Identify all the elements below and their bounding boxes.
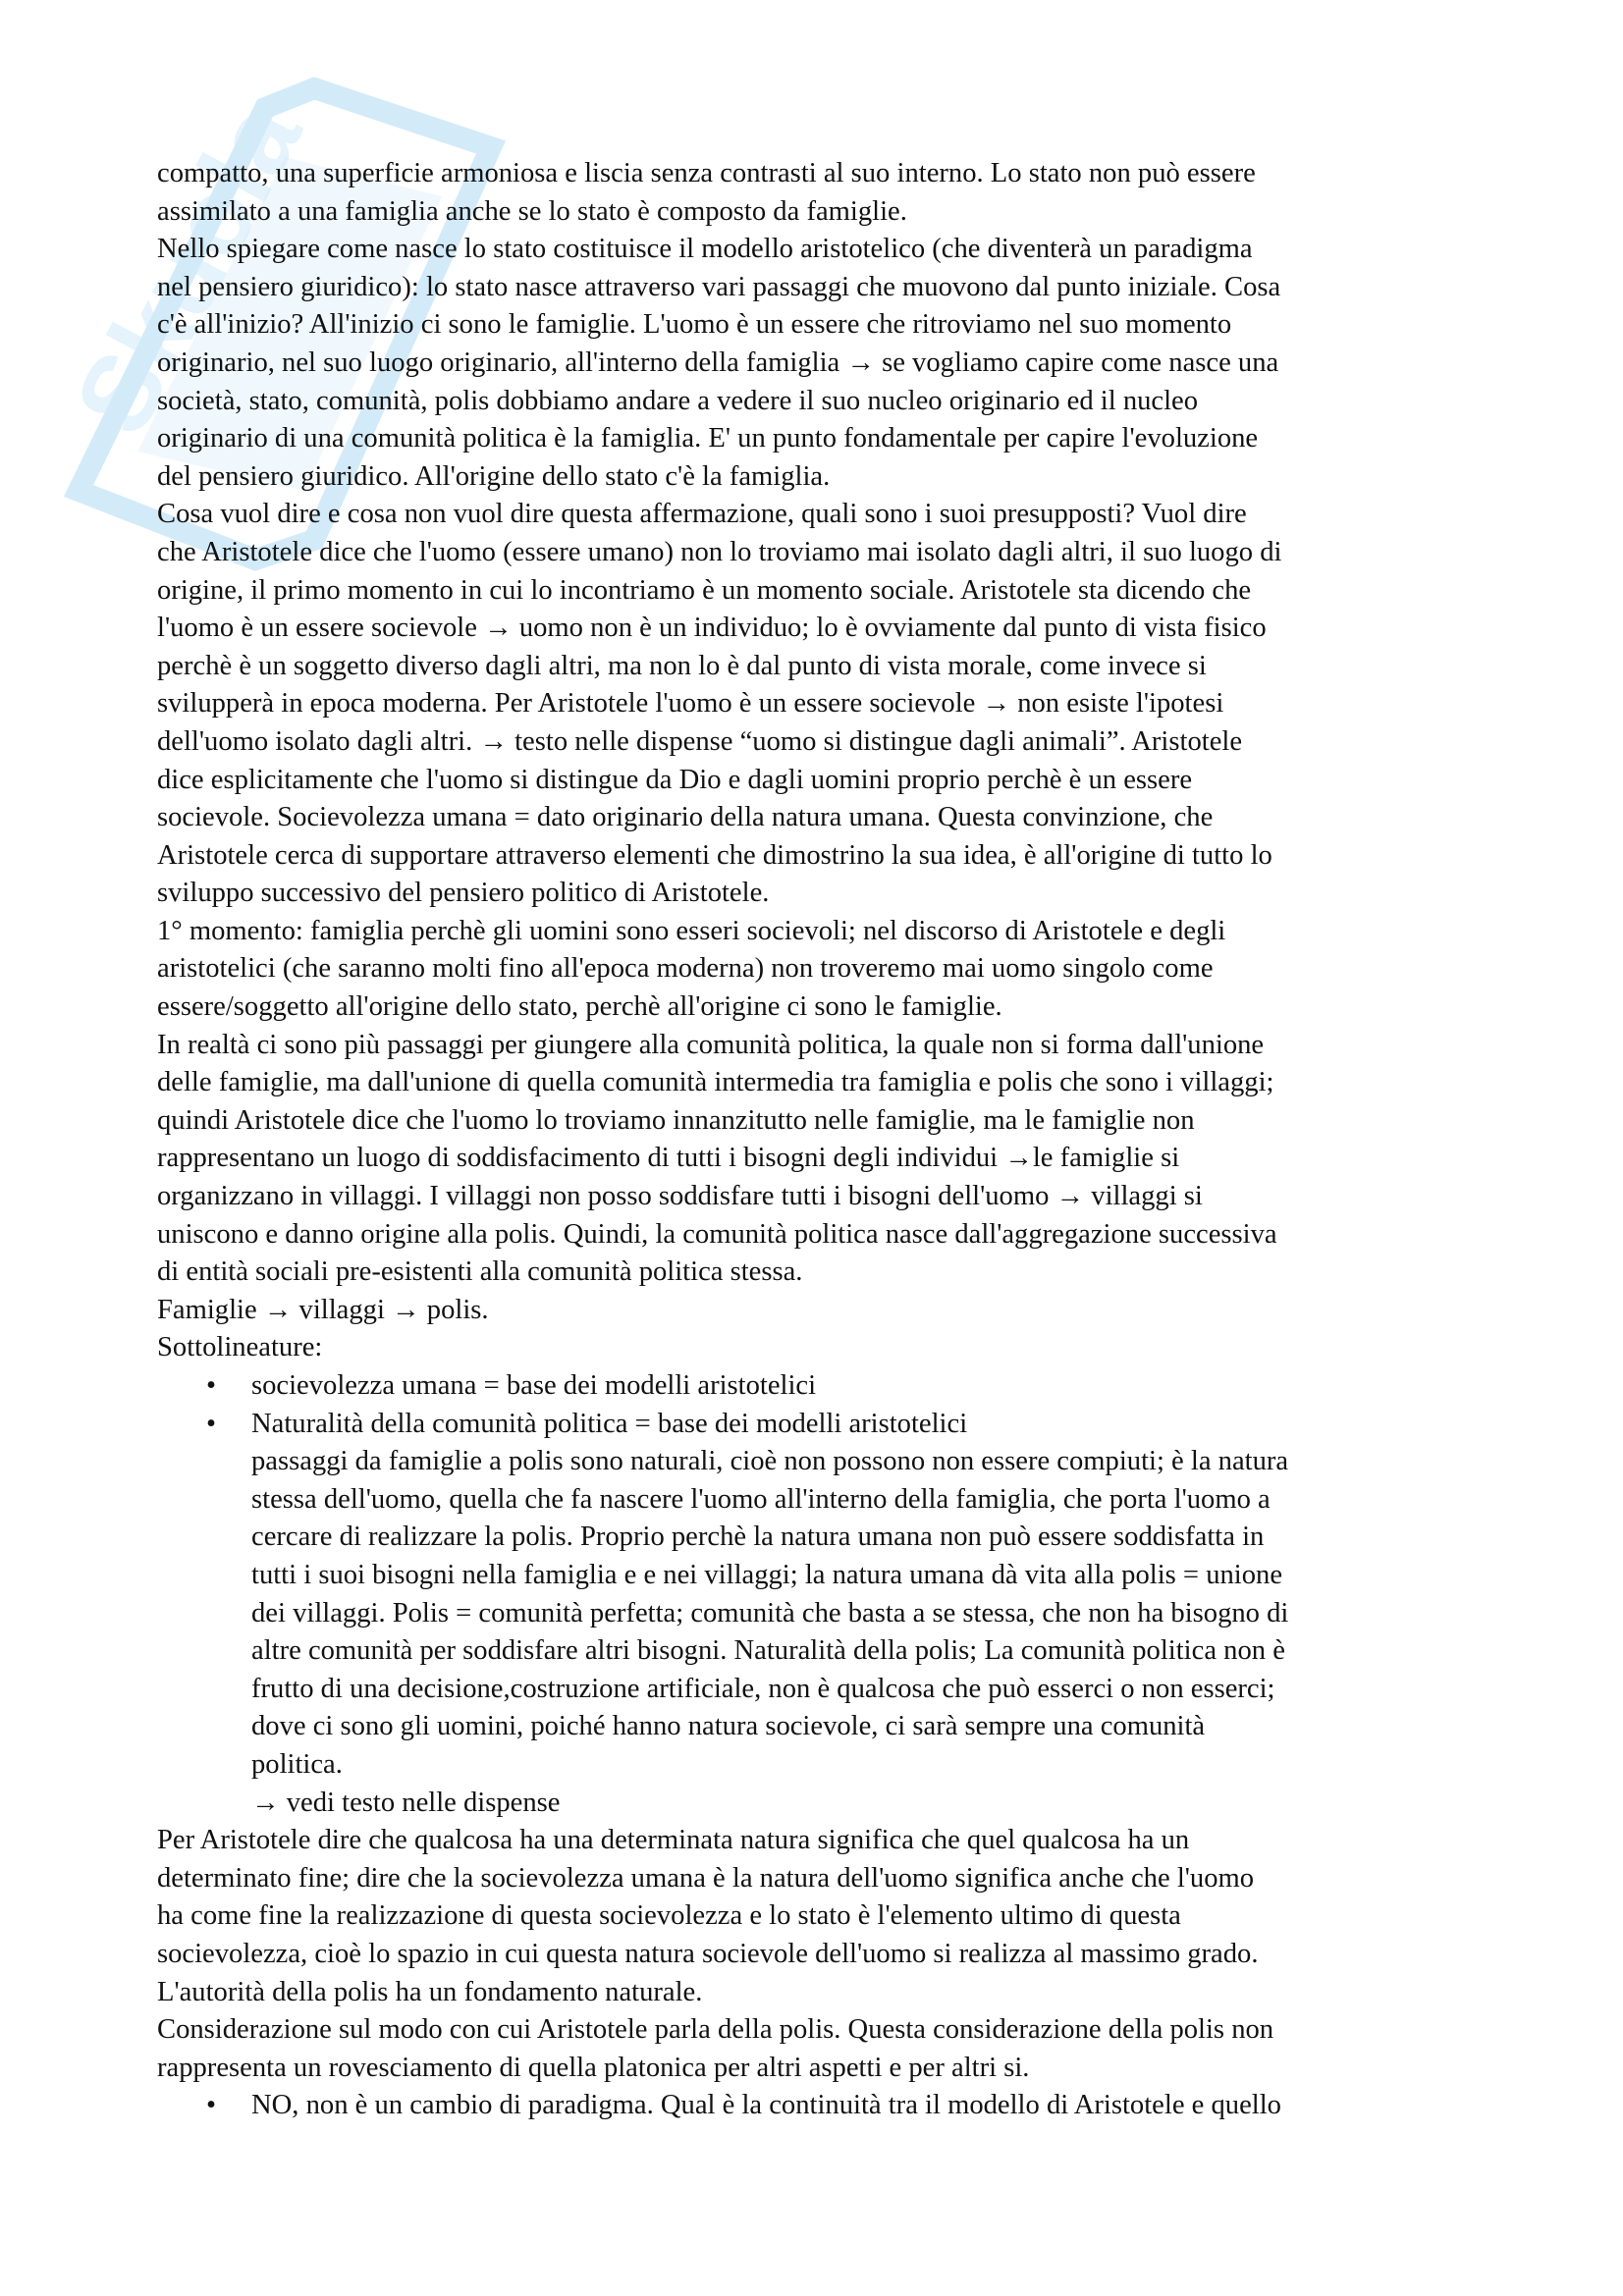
bullet-sub-line: cercare di realizzare la polis. Proprio perchè la natura umana non può essere soddisfatta in: [251, 1522, 1265, 1553]
text-line: organizzano in villaggi. I villaggi non posso soddisfare tutti i bisogni dell'uomo → villaggi si: [157, 1181, 1203, 1212]
text-line: L'autorità della polis ha un fondamento naturale.: [157, 1976, 703, 2007]
bullet-sub-line: stessa dell'uomo, quella che fa nascere l'uomo all'interno della famiglia, che porta l'uomo a: [251, 1483, 1271, 1515]
text-line: Aristotele cerca di supportare attraverso elementi che dimostrino la sua idea, è all'origine di tutto lo: [157, 839, 1272, 871]
text-line: quindi Aristotele dice che l'uomo lo troviamo innanzitutto nelle famiglie, ma le famiglie non: [157, 1104, 1195, 1136]
text-line: Famiglie → villaggi → polis.: [157, 1294, 489, 1325]
document-body: [157, 155, 1483, 2125]
text-line: che Aristotele dice che l'uomo (essere umano) non lo troviamo mai isolato dagli altri, il suo luogo di: [157, 536, 1282, 567]
text-line: dice esplicitamente che l'uomo si distingue da Dio e dagli uomini proprio perchè è un essere: [157, 764, 1193, 795]
bullet-sub-line: tutti i suoi bisogni nella famiglia e e nei villaggi; la natura umana dà vita alla polis = unione: [251, 1559, 1283, 1590]
text-block-after: [157, 1822, 1483, 2087]
text-line: Cosa vuol dire e cosa non vuol dire questa affermazione, quali sono i suoi presupposti? Vuol dire: [157, 499, 1247, 530]
text-line: assimilato a una famiglia anche se lo stato è composto da famiglie.: [157, 195, 907, 227]
bullet-text: socievolezza umana = base dei modelli aristotelici: [251, 1370, 817, 1401]
bullet-text: Naturalità della comunità politica = base dei modelli aristotelici: [251, 1408, 968, 1439]
text-line: rappresenta un rovesciamento di quella platonica per altri aspetti e per altri si.: [157, 2052, 1030, 2083]
text-line: sviluppo successivo del pensiero politico di Aristotele.: [157, 878, 770, 909]
text-line: di entità sociali pre-esistenti alla comunità politica stessa.: [157, 1256, 803, 1288]
text-line: dell'uomo isolato dagli altri. → testo nelle dispense “uomo si distingue dagli animali”. Aristotele: [157, 725, 1243, 757]
text-line: perchè è un soggetto diverso dagli altri, ma non lo è dal punto di vista morale, come invece si: [157, 650, 1207, 681]
bullet-icon: •: [206, 1408, 217, 1439]
bullet-sub-line: politica.: [251, 1748, 343, 1780]
text-line: socievolezza, cioè lo spazio in cui questa natura socievole dell'uomo si realizza al massimo grado.: [157, 1938, 1259, 1969]
text-line: 1° momento: famiglia perchè gli uomini sono esseri socievoli; nel discorso di Aristotele e degli: [157, 915, 1226, 946]
bullet-sub-line: altre comunità per soddisfare altri bisogni. Naturalità della polis; La comunità politica non è: [251, 1635, 1285, 1667]
text-line: aristotelici (che saranno molti fino all'epoca moderna) non troveremo mai uomo singolo come: [157, 953, 1214, 985]
bullet-sub-line: passaggi da famiglie a polis sono naturali, cioè non possono non essere compiuti; è la natura: [251, 1446, 1289, 1477]
text-block-main: [157, 155, 1483, 1367]
text-line: socievole. Socievolezza umana = dato originario della natura umana. Questa convinzione, che: [157, 802, 1214, 833]
text-line: compatto, una superficie armoniosa e liscia senza contrasti al suo interno. Lo stato non può essere: [157, 158, 1256, 188]
bullet-icon: •: [206, 2090, 217, 2121]
text-line: delle famiglie, ma dall'unione di quella comunità intermedia tra famiglia e polis che sono i villaggi;: [157, 1067, 1274, 1098]
text-line: Considerazione sul modo con cui Aristotele parla della polis. Questa considerazione della polis non: [157, 2014, 1274, 2046]
text-line: Per Aristotele dire che qualcosa ha una determinata natura significa che quel qualcosa ha un: [157, 1825, 1190, 1856]
text-line: originario, nel suo luogo originario, all'interno della famiglia → se vogliamo capire come nasce una: [157, 347, 1279, 378]
list-item: [157, 1367, 1483, 1406]
text-line: originario di una comunità politica è la famiglia. E' un punto fondamentale per capire l'evoluzione: [157, 423, 1259, 454]
bullet-sub-line: dove ci sono gli uomini, poiché hanno natura socievole, ci sarà sempre una comunità: [251, 1711, 1206, 1742]
bullet-list: [157, 1367, 1483, 1822]
text-line: del pensiero giuridico. All'origine dello stato c'è la famiglia.: [157, 460, 831, 492]
svg-text:Skuola: Skuola: [51, 83, 325, 454]
text-line: società, stato, comunità, polis dobbiamo andare a vedere il suo nucleo originario ed il nucleo: [157, 385, 1199, 416]
text-line: svilupperà in epoca moderna. Per Aristotele l'uomo è un essere socievole → non esiste l'ipotesi: [157, 688, 1224, 720]
text-line: origine, il primo momento in cui lo incontriamo è un momento sociale. Aristotele sta dicendo che: [157, 574, 1252, 606]
bullet-sub-line: dei villaggi. Polis = comunità perfetta; comunità che basta a se stessa, che non ha bisogno di: [251, 1597, 1289, 1629]
text-line: c'è all'inizio? All'inizio ci sono le famiglie. L'uomo è un essere che ritroviamo nel suo momento: [157, 309, 1232, 341]
text-line: determinato fine; dire che la socievolezza umana è la natura dell'uomo significa anche che l'uomo: [157, 1862, 1255, 1894]
text-line: Nello spiegare come nasce lo stato costituisce il modello aristotelico (che diventerà un paradigma: [157, 234, 1253, 265]
list-item: [157, 2087, 1483, 2125]
text-line: Sottolineature:: [157, 1332, 323, 1363]
bullet-list-final: [157, 2087, 1483, 2125]
bullet-sub-line: frutto di una decisione,costruzione artificiale, non è qualcosa che può esserci o non esserci;: [251, 1673, 1275, 1704]
text-line: nel pensiero giuridico): lo stato nasce attraverso vari passaggi che muovono dal punto iniziale. Cosa: [157, 271, 1281, 302]
text-line: essere/soggetto all'origine dello stato, perchè all'origine ci sono le famiglie.: [157, 991, 1002, 1023]
bullet-sub-line: → vedi testo nelle dispense: [251, 1787, 561, 1818]
text-line: In realtà ci sono più passaggi per giungere alla comunità politica, la quale non si forma dall'unione: [157, 1029, 1265, 1060]
text-line: uniscono e danno origine alla polis. Quindi, la comunità politica nasce dall'aggregazione successiva: [157, 1218, 1277, 1250]
bullet-icon: •: [206, 1370, 217, 1401]
bullet-text: NO, non è un cambio di paradigma. Qual è la continuità tra il modello di Aristotele e quello: [251, 2090, 1281, 2121]
list-item: [157, 1406, 1483, 1823]
text-line: l'uomo è un essere socievole → uomo non è un individuo; lo è ovviamente dal punto di vista fisico: [157, 613, 1267, 644]
text-line: rappresentano un luogo di soddisfacimento di tutti i bisogni degli individui →le famiglie si: [157, 1143, 1180, 1174]
text-line: ha come fine la realizzazione di questa socievolezza e lo stato è l'elemento ultimo di questa: [157, 1900, 1181, 1932]
